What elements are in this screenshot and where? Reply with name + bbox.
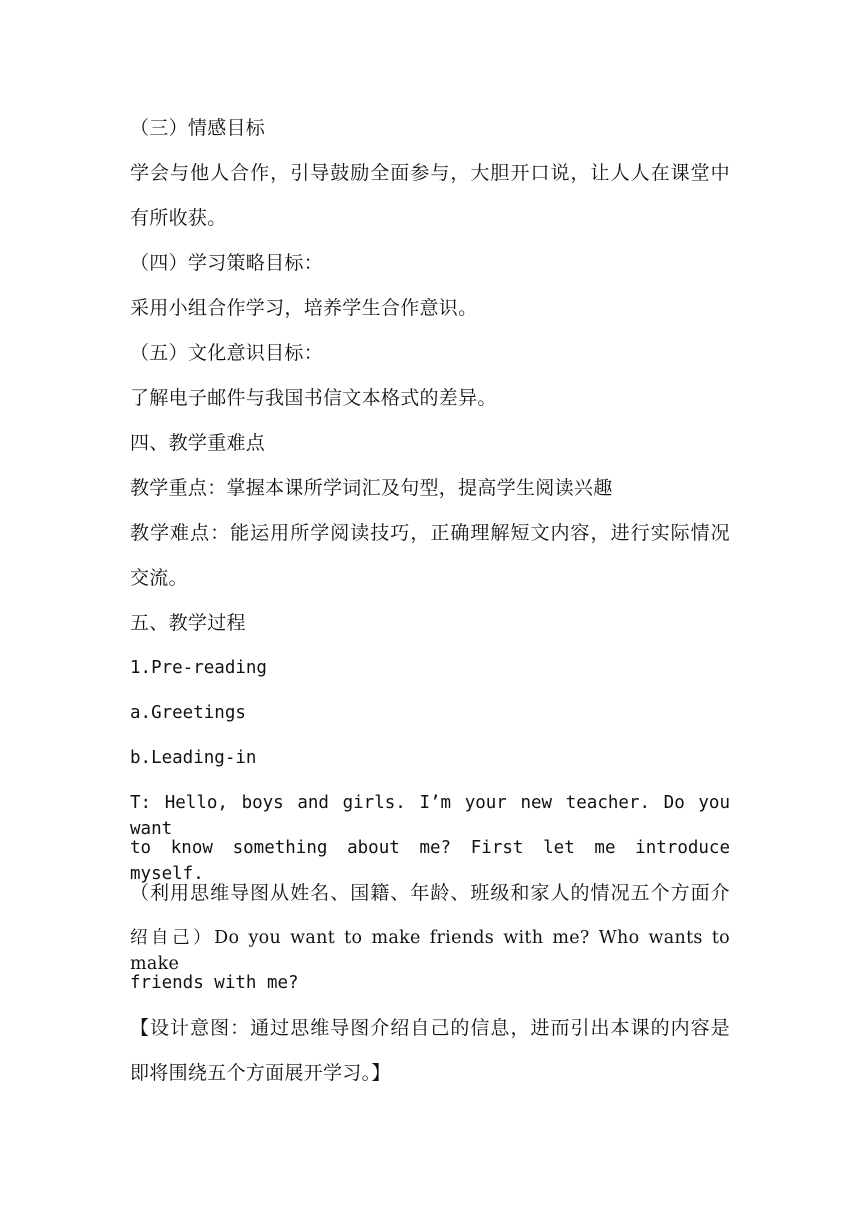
- paragraph-line: 教学难点：能运用所学阅读技巧，正确理解短文内容，进行实际情况: [130, 522, 730, 544]
- paragraph-line: 采用小组合作学习，培养学生合作意识。: [130, 297, 478, 319]
- paragraph-line: friends with me?: [130, 973, 299, 993]
- paragraph-line: 了解电子邮件与我国书信文本格式的差异。: [130, 387, 497, 409]
- step-pre-reading: 1.Pre-reading: [130, 658, 267, 678]
- paragraph-line: （利用思维导图从姓名、国籍、年龄、班级和家人的情况五个方面介: [130, 882, 730, 904]
- heading-emotional-goals: （三）情感目标: [130, 117, 266, 139]
- paragraph-line: 交流。: [130, 567, 188, 589]
- heading-key-difficult-points: 四、教学重难点: [130, 432, 266, 454]
- step-leading-in: b.Leading-in: [130, 748, 257, 768]
- step-greetings: a.Greetings: [130, 703, 246, 723]
- paragraph-line: 教学重点：掌握本课所学词汇及句型，提高学生阅读兴趣: [130, 477, 613, 499]
- paragraph-line: 有所收获。: [130, 207, 227, 229]
- paragraph-line: to know something about me? First let me introduce myself.: [130, 838, 730, 884]
- heading-teaching-process: 五、教学过程: [130, 612, 246, 634]
- paragraph-line: 绍自己）Do you want to make friends with me? Who wants to make: [130, 928, 730, 974]
- design-intent-line: 【设计意图：通过思维导图介绍自己的信息，进而引出本课的内容是: [130, 1017, 730, 1039]
- design-intent-line: 即将围绕五个方面展开学习。】: [130, 1062, 391, 1084]
- paragraph-line: T: Hello, boys and girls. I’m your new teacher. Do you want: [130, 793, 730, 839]
- heading-cultural-awareness-goals: （五）文化意识目标：: [130, 342, 324, 364]
- heading-learning-strategy-goals: （四）学习策略目标：: [130, 252, 324, 274]
- paragraph-line: 学会与他人合作，引导鼓励全面参与，大胆开口说，让人人在课堂中: [130, 162, 730, 184]
